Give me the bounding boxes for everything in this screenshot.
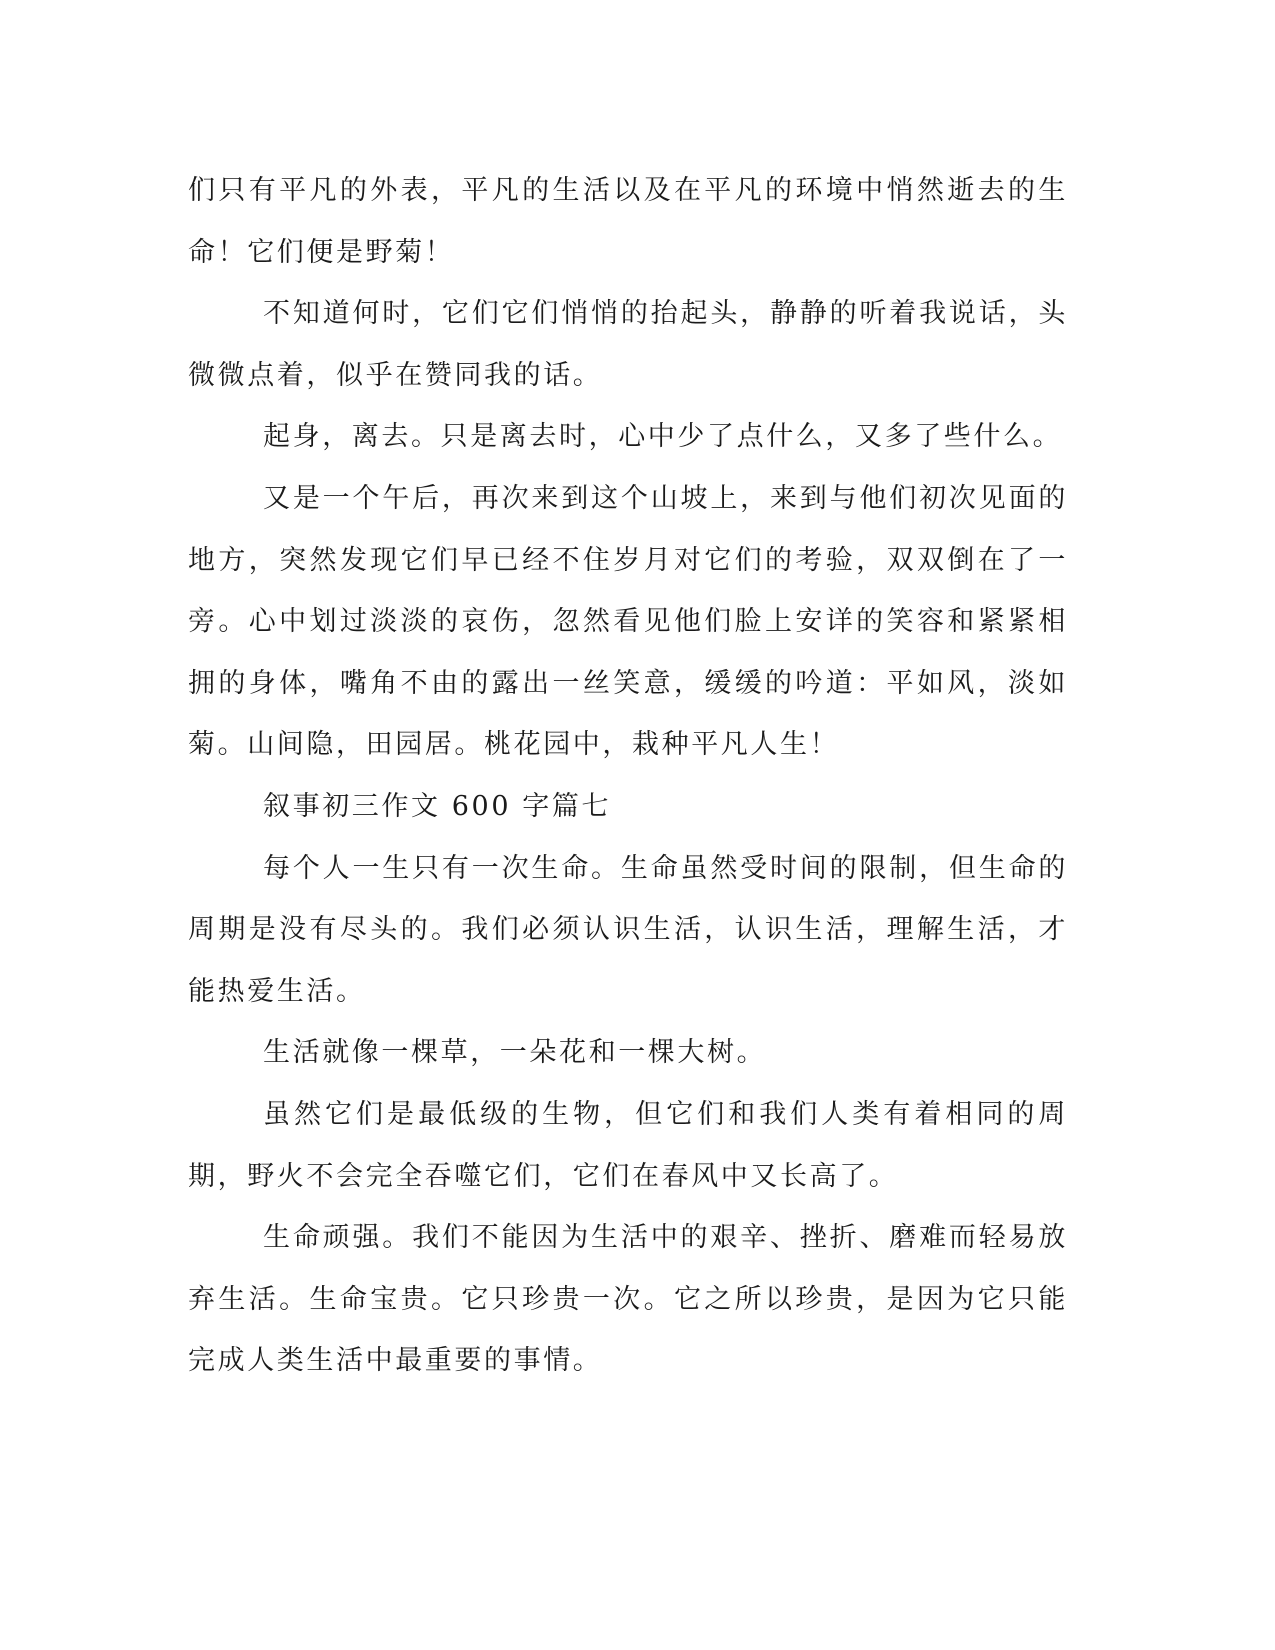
paragraph: 虽然它们是最低级的生物，但它们和我们人类有着相同的周期，野火不会完全吞噬它们，它们在春风中又长高了。 [188, 1098, 1068, 1192]
document-body [188, 160, 1068, 1392]
paragraph-continued: 们只有平凡的外表，平凡的生活以及在平凡的环境中悄然逝去的生命！它们便是野菊！ [188, 175, 1068, 268]
paragraph: 生活就像一棵草，一朵花和一棵大树。 [263, 1037, 767, 1069]
paragraph: 起身，离去。只是离去时，心中少了点什么，又多了些什么。 [263, 421, 1063, 453]
paragraph: 每个人一生只有一次生命。生命虽然受时间的限制，但生命的周期是没有尽头的。我们必须认识生活，认识生活，理解生活，才能热爱生活。 [188, 852, 1068, 1007]
paragraph: 生命顽强。我们不能因为生活中的艰辛、挫折、磨难而轻易放弃生活。生命宝贵。它只珍贵一次。它之所以珍贵，是因为它只能完成人类生活中最重要的事情。 [188, 1222, 1068, 1377]
paragraph: 不知道何时，它们它们悄悄的抬起头，静静的听着我说话，头微微点着，似乎在赞同我的话。 [188, 298, 1068, 391]
paragraph: 又是一个午后，再次来到这个山坡上，来到与他们初次见面的地方，突然发现它们早已经不住岁月对它们的考验，双双倒在了一旁。心中划过淡淡的哀伤，忽然看见他们脸上安详的笑容和紧紧相拥的身体，嘴角不由的露出一丝笑意，缓缓的吟道：平如风，淡如菊。山间隐，田园居。桃花园中，栽种平凡人生！ [188, 482, 1068, 761]
section-heading: 叙事初三作文 600 字篇七 [263, 790, 612, 822]
